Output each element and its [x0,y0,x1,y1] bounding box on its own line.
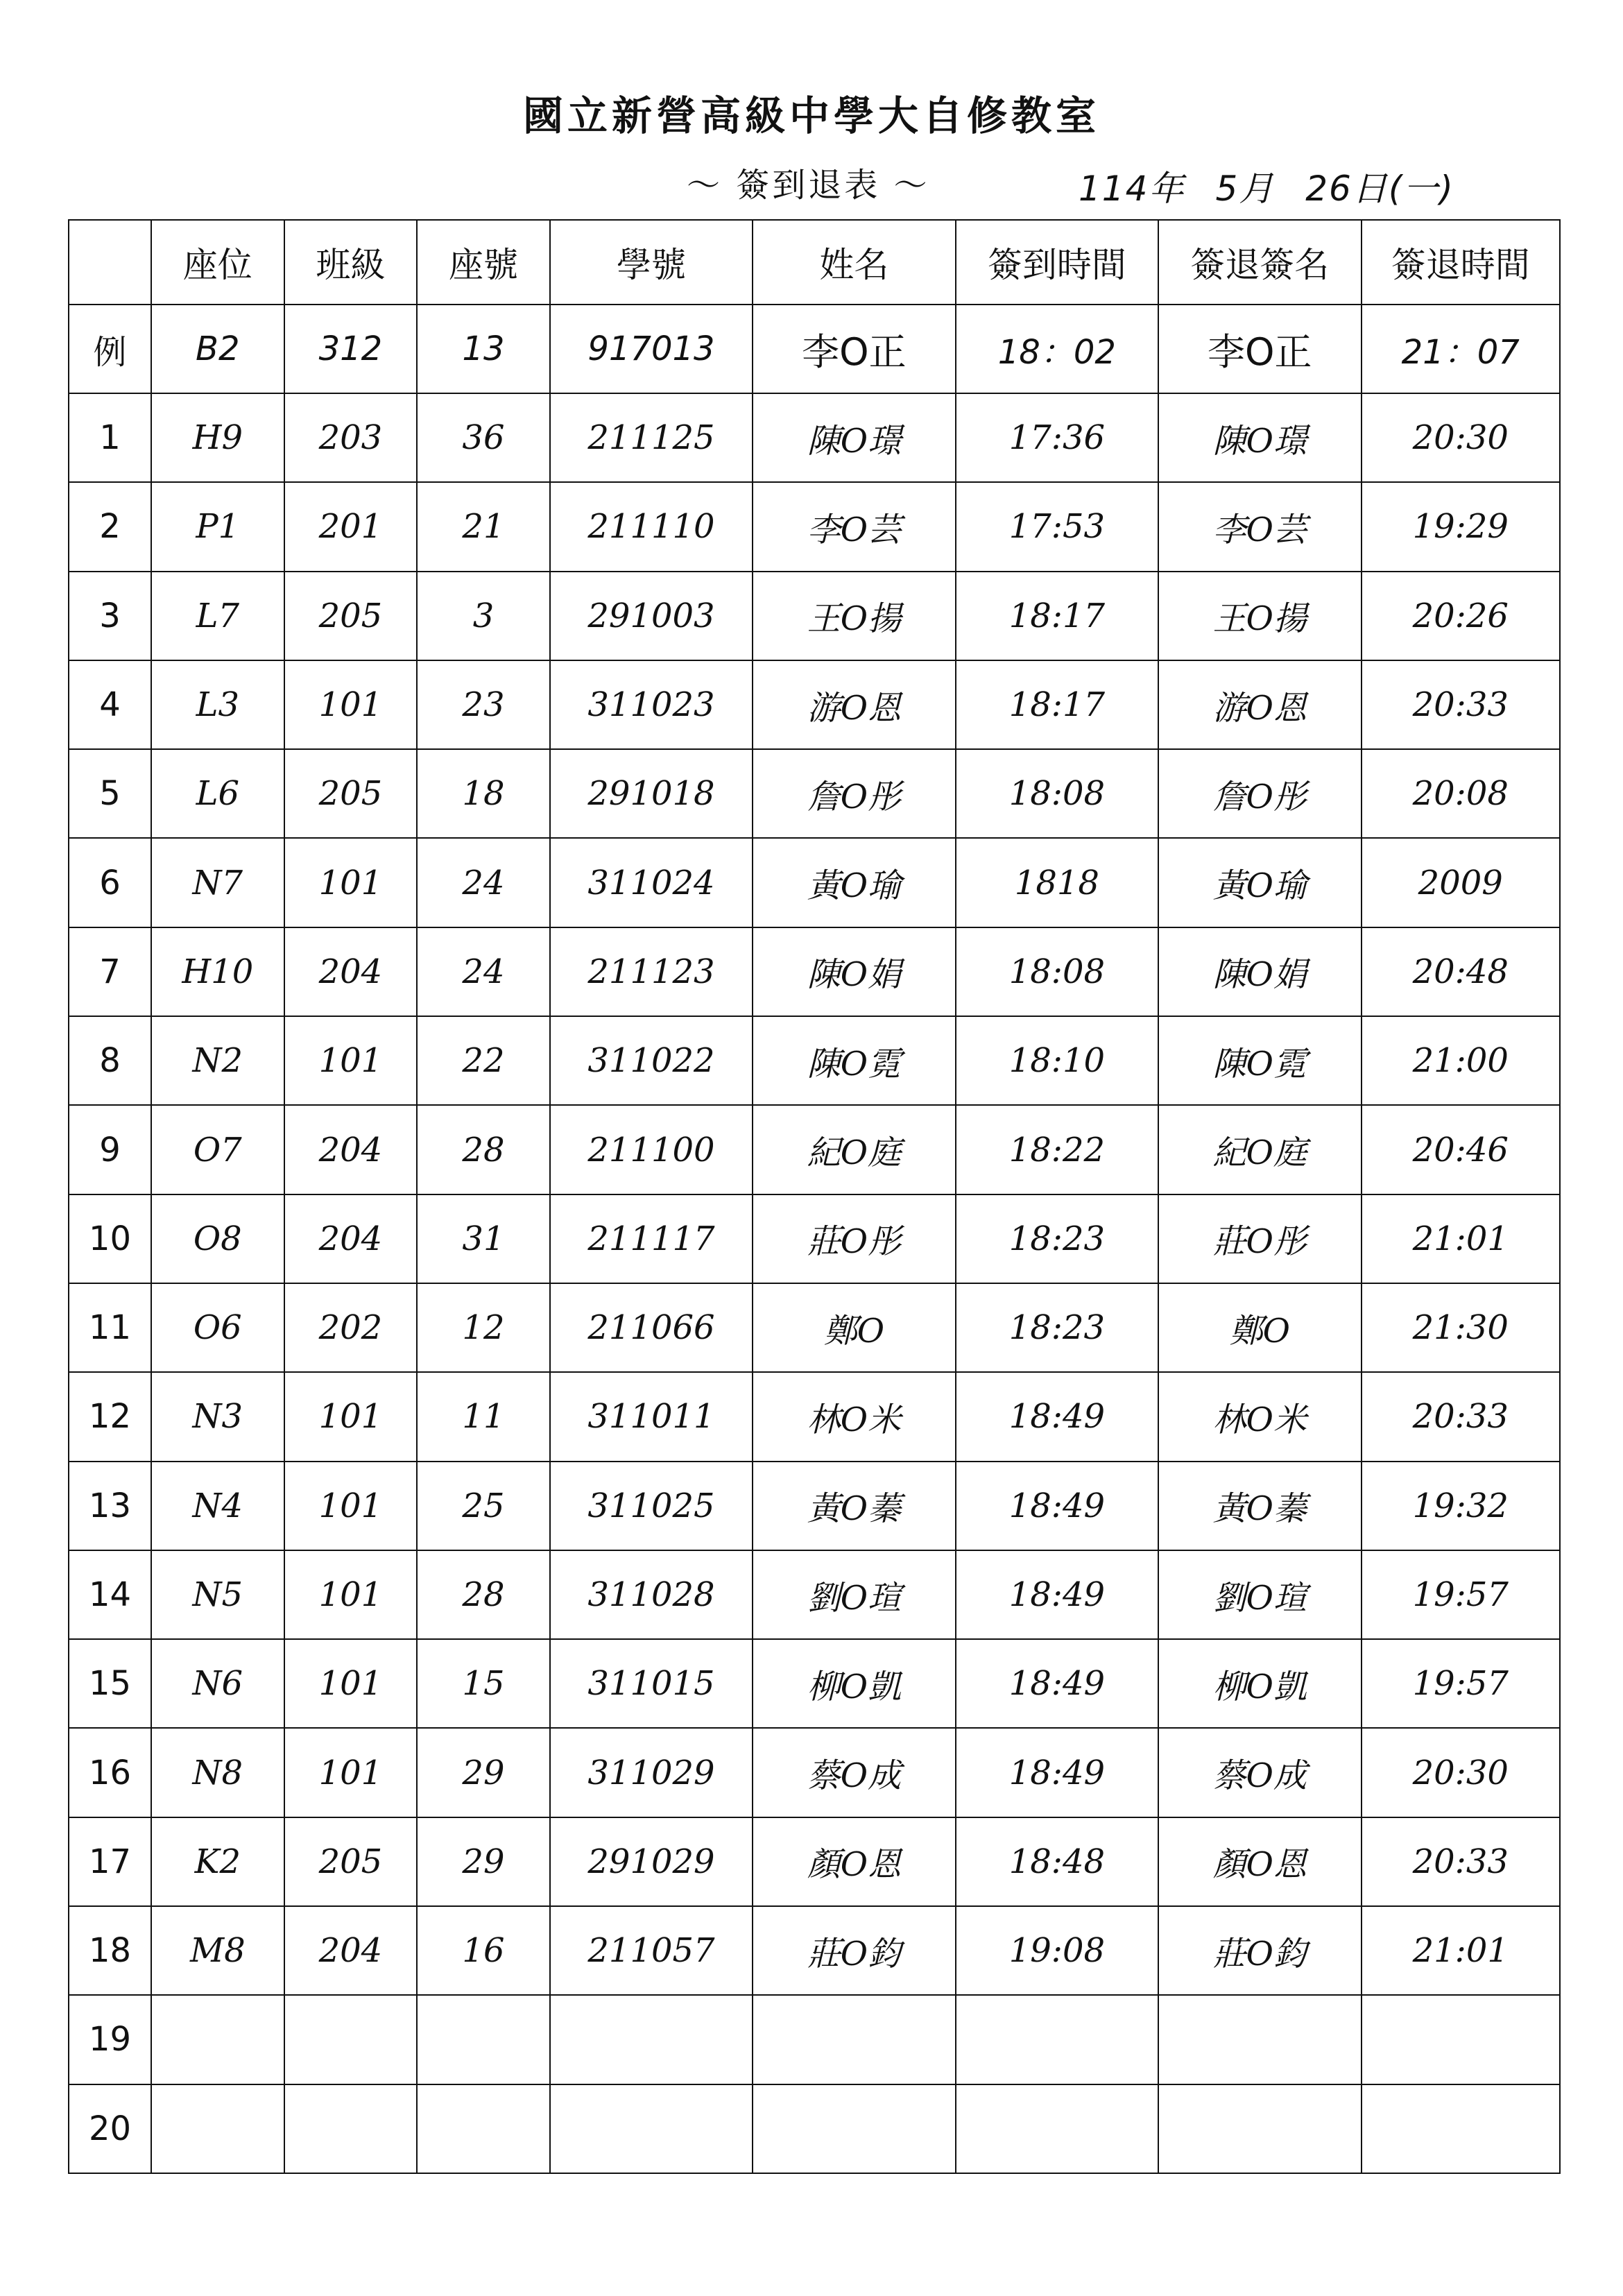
table-body [69,305,1560,2173]
cell-name [753,1995,955,2084]
cell-checkout-time: 19:32 [1362,1462,1560,1550]
cell-name: 顏O恩 [753,1817,955,1906]
cell-checkout-time: 20:30 [1362,393,1560,482]
example-checkout: 21：07 [1362,305,1560,393]
cell-class: 205 [284,1817,418,1906]
cell-student-id: 211057 [550,1906,753,1995]
table-row [69,1906,1560,1995]
cell-signout-name [1158,2084,1361,2173]
cell-name: 柳O凱 [753,1639,955,1728]
column-header: 簽到時間 [956,220,1158,305]
cell-checkin-time: 18:17 [956,572,1158,660]
table-row [69,1105,1560,1194]
cell-class: 204 [284,1194,418,1283]
cell-class: 101 [284,1462,418,1550]
cell-signout-name: 莊O鈞 [1158,1906,1361,1995]
column-header: 姓名 [753,220,955,305]
table-row [69,749,1560,838]
cell-checkout-time: 21:01 [1362,1194,1560,1283]
date-day-unit: 日 [1352,169,1389,209]
column-header: 座位 [151,220,284,305]
cell-checkin-time: 18:17 [956,660,1158,749]
table-row [69,1728,1560,1817]
cell-name: 蔡O成 [753,1728,955,1817]
cell-checkin-time: 18:08 [956,749,1158,838]
row-index: 5 [69,749,151,838]
table-row [69,1016,1560,1105]
cell-class: 202 [284,1283,418,1372]
cell-checkout-time: 20:30 [1362,1728,1560,1817]
cell-student-id: 211100 [550,1105,753,1194]
cell-signout-name: 鄭O [1158,1283,1361,1372]
page-title: 國立新營高級中學大自修教室 [522,92,1100,139]
cell-class: 203 [284,393,418,482]
cell-name: 游O恩 [753,660,955,749]
cell-name: 劉O瑄 [753,1550,955,1639]
cell-checkout-time: 20:33 [1362,1817,1560,1906]
cell-signout-name: 莊O彤 [1158,1194,1361,1283]
cell-student-id: 211123 [550,927,753,1016]
cell-signout-name: 柳O凱 [1158,1639,1361,1728]
cell-checkout-time: 19:57 [1362,1550,1560,1639]
cell-checkin-time: 18:49 [956,1639,1158,1728]
cell-seat: O6 [151,1283,284,1372]
table-row [69,1995,1560,2084]
table-row [69,1283,1560,1372]
cell-student-id: 291029 [550,1817,753,1906]
row-index: 7 [69,927,151,1016]
table-row [69,1194,1560,1283]
cell-seat: L3 [151,660,284,749]
table-row [69,2084,1560,2173]
cell-seat: N6 [151,1639,284,1728]
cell-student-id: 211110 [550,482,753,571]
cell-seat: K2 [151,1817,284,1906]
date-weekday: (一) [1388,169,1454,209]
cell-class: 204 [284,927,418,1016]
row-index: 11 [69,1283,151,1372]
cell-checkin-time [956,1995,1158,2084]
cell-number: 23 [417,660,550,749]
example-label: 例 [69,305,151,393]
cell-class [284,1995,418,2084]
row-index: 8 [69,1016,151,1105]
cell-class: 101 [284,1372,418,1461]
row-index: 3 [69,572,151,660]
cell-student-id: 311011 [550,1372,753,1461]
cell-name [753,2084,955,2173]
cell-seat: L6 [151,749,284,838]
cell-student-id: 211125 [550,393,753,482]
cell-number: 21 [417,482,550,571]
cell-checkin-time: 18:23 [956,1194,1158,1283]
cell-checkout-time: 20:33 [1362,660,1560,749]
cell-class: 205 [284,749,418,838]
cell-checkout-time: 20:26 [1362,572,1560,660]
cell-name: 黃O瑜 [753,838,955,927]
cell-checkout-time: 19:29 [1362,482,1560,571]
cell-checkout-time: 21:30 [1362,1283,1560,1372]
cell-signout-name [1158,1995,1361,2084]
table-header-row [69,220,1560,305]
column-header: 班級 [284,220,418,305]
column-header: 簽退時間 [1362,220,1560,305]
cell-checkin-time [956,2084,1158,2173]
cell-class: 201 [284,482,418,571]
cell-number: 22 [417,1016,550,1105]
example-student-id: 917013 [550,305,753,393]
cell-checkout-time [1362,2084,1560,2173]
cell-signout-name: 陳O璟 [1158,393,1361,482]
cell-number: 18 [417,749,550,838]
cell-number: 36 [417,393,550,482]
cell-seat: L7 [151,572,284,660]
row-index: 14 [69,1550,151,1639]
cell-seat: M8 [151,1906,284,1995]
cell-number [417,1995,550,2084]
row-index: 12 [69,1372,151,1461]
cell-name: 紀O庭 [753,1105,955,1194]
cell-checkout-time: 20:08 [1362,749,1560,838]
example-seat: B2 [151,305,284,393]
cell-name: 王O揚 [753,572,955,660]
cell-checkout-time: 20:46 [1362,1105,1560,1194]
cell-checkout-time [1362,1995,1560,2084]
cell-number: 31 [417,1194,550,1283]
row-index: 13 [69,1462,151,1550]
cell-seat: O8 [151,1194,284,1283]
cell-signout-name: 蔡O成 [1158,1728,1361,1817]
table-row [69,660,1560,749]
cell-signout-name: 黃O蓁 [1158,1462,1361,1550]
cell-name: 莊O彤 [753,1194,955,1283]
row-index: 4 [69,660,151,749]
cell-checkout-time: 20:48 [1362,927,1560,1016]
cell-seat [151,2084,284,2173]
cell-number: 29 [417,1817,550,1906]
cell-student-id: 311025 [550,1462,753,1550]
cell-checkout-time: 21:00 [1362,1016,1560,1105]
form-subtitle: ～ 簽到退表 ～ [687,166,930,205]
table-row [69,927,1560,1016]
cell-name: 莊O鈞 [753,1906,955,1995]
column-header: 座號 [417,220,550,305]
table-row [69,572,1560,660]
cell-signout-name: 詹O彤 [1158,749,1361,838]
cell-signout-name: 顏O恩 [1158,1817,1361,1906]
row-index: 15 [69,1639,151,1728]
table-row [69,1639,1560,1728]
table-row [69,1550,1560,1639]
cell-signout-name: 紀O庭 [1158,1105,1361,1194]
cell-seat: N2 [151,1016,284,1105]
date-day: 26 [1305,169,1352,209]
cell-checkin-time: 18:08 [956,927,1158,1016]
cell-checkin-time: 17:36 [956,393,1158,482]
cell-name: 陳O璟 [753,393,955,482]
table-row [69,838,1560,927]
cell-checkin-time: 19:08 [956,1906,1158,1995]
cell-seat: P1 [151,482,284,571]
cell-student-id [550,1995,753,2084]
cell-class: 101 [284,838,418,927]
cell-seat: N8 [151,1728,284,1817]
cell-signout-name: 劉O瑄 [1158,1550,1361,1639]
cell-checkout-time: 20:33 [1362,1372,1560,1461]
cell-seat: N3 [151,1372,284,1461]
cell-student-id: 291003 [550,572,753,660]
cell-name: 林O米 [753,1372,955,1461]
cell-signout-name: 陳O霓 [1158,1016,1361,1105]
row-index: 17 [69,1817,151,1906]
cell-student-id: 311015 [550,1639,753,1728]
cell-seat: H9 [151,393,284,482]
cell-number: 15 [417,1639,550,1728]
cell-seat [151,1995,284,2084]
form-date [1079,161,1454,211]
attendance-table [68,219,1561,2174]
row-index: 6 [69,838,151,927]
example-checkin: 18：02 [956,305,1158,393]
cell-number: 29 [417,1728,550,1817]
cell-student-id [550,2084,753,2173]
example-class: 312 [284,305,418,393]
cell-checkin-time: 17:53 [956,482,1158,571]
cell-signout-name: 李O芸 [1158,482,1361,571]
cell-checkout-time: 19:57 [1362,1639,1560,1728]
example-name: 李O正 [753,305,955,393]
cell-name: 李O芸 [753,482,955,571]
column-header: 簽退簽名 [1158,220,1361,305]
cell-student-id: 211117 [550,1194,753,1283]
cell-class: 101 [284,1016,418,1105]
example-number: 13 [417,305,550,393]
cell-class: 204 [284,1906,418,1995]
cell-class: 101 [284,1550,418,1639]
example-signout-name: 李O正 [1158,305,1361,393]
cell-number: 28 [417,1550,550,1639]
cell-student-id: 311022 [550,1016,753,1105]
cell-number: 24 [417,838,550,927]
cell-checkin-time: 18:49 [956,1550,1158,1639]
cell-signout-name: 林O米 [1158,1372,1361,1461]
cell-signout-name: 黃O瑜 [1158,838,1361,927]
row-index: 16 [69,1728,151,1817]
cell-seat: N7 [151,838,284,927]
cell-number: 16 [417,1906,550,1995]
table-row [69,1817,1560,1906]
row-index: 9 [69,1105,151,1194]
cell-signout-name: 陳O娟 [1158,927,1361,1016]
cell-name: 詹O彤 [753,749,955,838]
cell-seat: H10 [151,927,284,1016]
cell-checkin-time: 1818 [956,838,1158,927]
cell-checkin-time: 18:23 [956,1283,1158,1372]
row-index: 1 [69,393,151,482]
row-index: 20 [69,2084,151,2173]
cell-class: 204 [284,1105,418,1194]
cell-number: 11 [417,1372,550,1461]
cell-class: 101 [284,660,418,749]
cell-student-id: 311023 [550,660,753,749]
cell-number: 3 [417,572,550,660]
cell-student-id: 311028 [550,1550,753,1639]
cell-class: 205 [284,572,418,660]
cell-number: 24 [417,927,550,1016]
cell-checkin-time: 18:10 [956,1016,1158,1105]
cell-checkin-time: 18:49 [956,1728,1158,1817]
cell-signout-name: 游O恩 [1158,660,1361,749]
table-row [69,1462,1560,1550]
cell-checkin-time: 18:49 [956,1462,1158,1550]
cell-name: 黃O蓁 [753,1462,955,1550]
cell-name: 陳O娟 [753,927,955,1016]
cell-signout-name: 王O揚 [1158,572,1361,660]
cell-class [284,2084,418,2173]
cell-checkin-time: 18:49 [956,1372,1158,1461]
table-row [69,393,1560,482]
cell-student-id: 291018 [550,749,753,838]
row-index: 2 [69,482,151,571]
cell-seat: O7 [151,1105,284,1194]
column-header: 學號 [550,220,753,305]
row-index: 19 [69,1995,151,2084]
cell-student-id: 211066 [550,1283,753,1372]
cell-seat: N5 [151,1550,284,1639]
cell-number [417,2084,550,2173]
date-month: 5 [1215,169,1239,209]
cell-checkin-time: 18:48 [956,1817,1158,1906]
cell-number: 12 [417,1283,550,1372]
cell-class: 101 [284,1639,418,1728]
cell-checkout-time: 21:01 [1362,1906,1560,1995]
date-month-unit: 月 [1239,169,1276,209]
cell-checkout-time: 2009 [1362,838,1560,927]
cell-name: 陳O霓 [753,1016,955,1105]
cell-name: 鄭O [753,1283,955,1372]
date-year-unit: 年 [1149,169,1185,209]
cell-student-id: 311024 [550,838,753,927]
cell-student-id: 311029 [550,1728,753,1817]
table-row [69,1372,1560,1461]
cell-class: 101 [284,1728,418,1817]
column-header [69,220,151,305]
example-row [69,305,1560,393]
row-index: 18 [69,1906,151,1995]
table-row [69,482,1560,571]
cell-number: 28 [417,1105,550,1194]
row-index: 10 [69,1194,151,1283]
cell-checkin-time: 18:22 [956,1105,1158,1194]
date-year: 114 [1079,169,1149,209]
cell-number: 25 [417,1462,550,1550]
cell-seat: N4 [151,1462,284,1550]
